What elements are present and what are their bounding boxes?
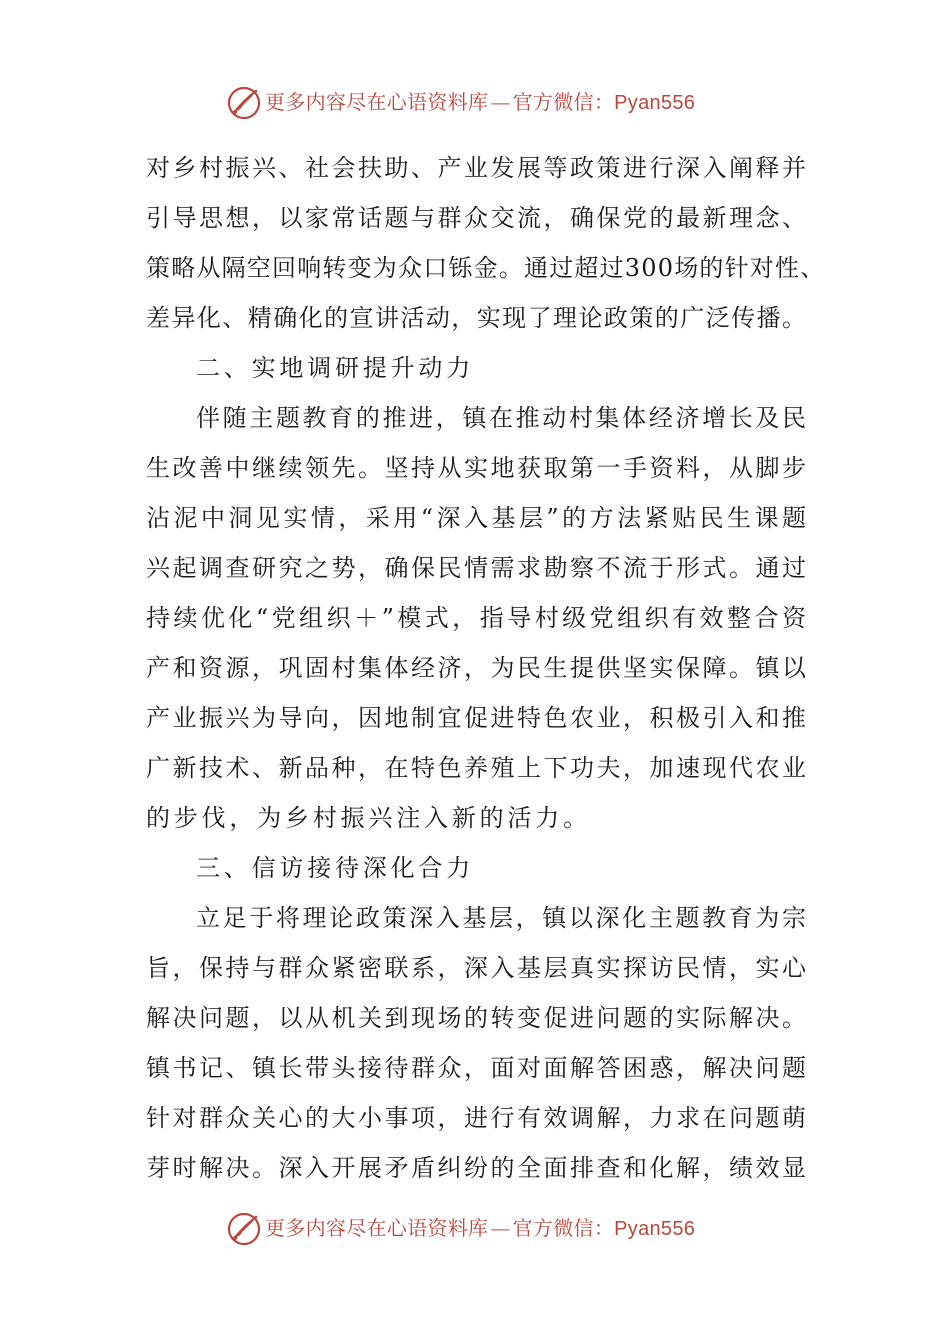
section-heading: 三、信访接待深化合力 <box>196 854 474 882</box>
watermark-text <box>265 1216 695 1241</box>
body-line: 芽时解决。深入开展矛盾纠纷的全面排查和化解，绩效显 <box>146 1154 806 1182</box>
body-line: 产和资源，巩固村集体经济，为民生提供坚实保障。镇以 <box>146 654 806 682</box>
body-line: 镇书记、镇长带头接待群众，面对面解答困惑，解决问题 <box>146 1054 806 1082</box>
watermark-dash: — <box>490 1216 511 1240</box>
body-line: 针对群众关心的大小事项，进行有效调解，力求在问题萌 <box>146 1104 806 1132</box>
footer-watermark <box>0 1208 950 1248</box>
body-line: 广新技术、新品种，在特色养殖上下功夫，加速现代农业 <box>146 754 806 782</box>
watermark-brand: 更多内容尽在心语资料库 <box>265 90 489 114</box>
section-heading: 二、实地调研提升动力 <box>196 354 474 382</box>
pen-logo-icon <box>226 85 262 121</box>
body-line: 立足于将理论政策深入基层，镇以深化主题教育为宗 <box>196 904 806 932</box>
body-line: 引导思想，以家常话题与群众交流，确保党的最新理念、 <box>146 204 806 232</box>
body-line: 差异化、精确化的宣讲活动，实现了理论政策的广泛传播。 <box>146 304 806 332</box>
body-line: 产业振兴为导向，因地制宜促进特色农业，积极引入和推 <box>146 704 806 732</box>
body-line: 持续优化“党组织＋”模式，指导村级党组织有效整合资 <box>146 604 806 632</box>
watermark-dash: — <box>490 90 511 114</box>
body-line: 策略从隔空回响转变为众口铄金。通过超过300场的针对性、 <box>146 254 826 282</box>
body-line: 对乡村振兴、社会扶助、产业发展等政策进行深入阐释并 <box>146 154 806 182</box>
body-line: 旨，保持与群众紧密联系，深入基层真实探访民情，实心 <box>146 954 806 982</box>
header-watermark <box>0 82 950 122</box>
watermark-brand: 更多内容尽在心语资料库 <box>265 1216 489 1240</box>
body-line: 解决问题，以从机关到现场的转变促进问题的实际解决。 <box>146 1004 806 1032</box>
body-line: 的步伐，为乡村振兴注入新的活力。 <box>146 804 591 832</box>
body-line: 兴起调查研究之势，确保民情需求勘察不流于形式。通过 <box>146 554 806 582</box>
watermark-id: Pyan556 <box>614 1218 696 1240</box>
watermark-label: 官方微信： <box>512 90 615 114</box>
pen-logo-icon <box>226 1211 262 1247</box>
watermark-id: Pyan556 <box>614 92 696 114</box>
watermark-label: 官方微信： <box>512 1216 615 1240</box>
body-line: 生改善中继续领先。坚持从实地获取第一手资料，从脚步 <box>146 454 806 482</box>
body-line: 伴随主题教育的推进，镇在推动村集体经济增长及民 <box>196 404 806 432</box>
watermark-text <box>265 90 695 115</box>
body-line: 沾泥中洞见实情，采用“深入基层”的方法紧贴民生课题 <box>146 504 806 532</box>
